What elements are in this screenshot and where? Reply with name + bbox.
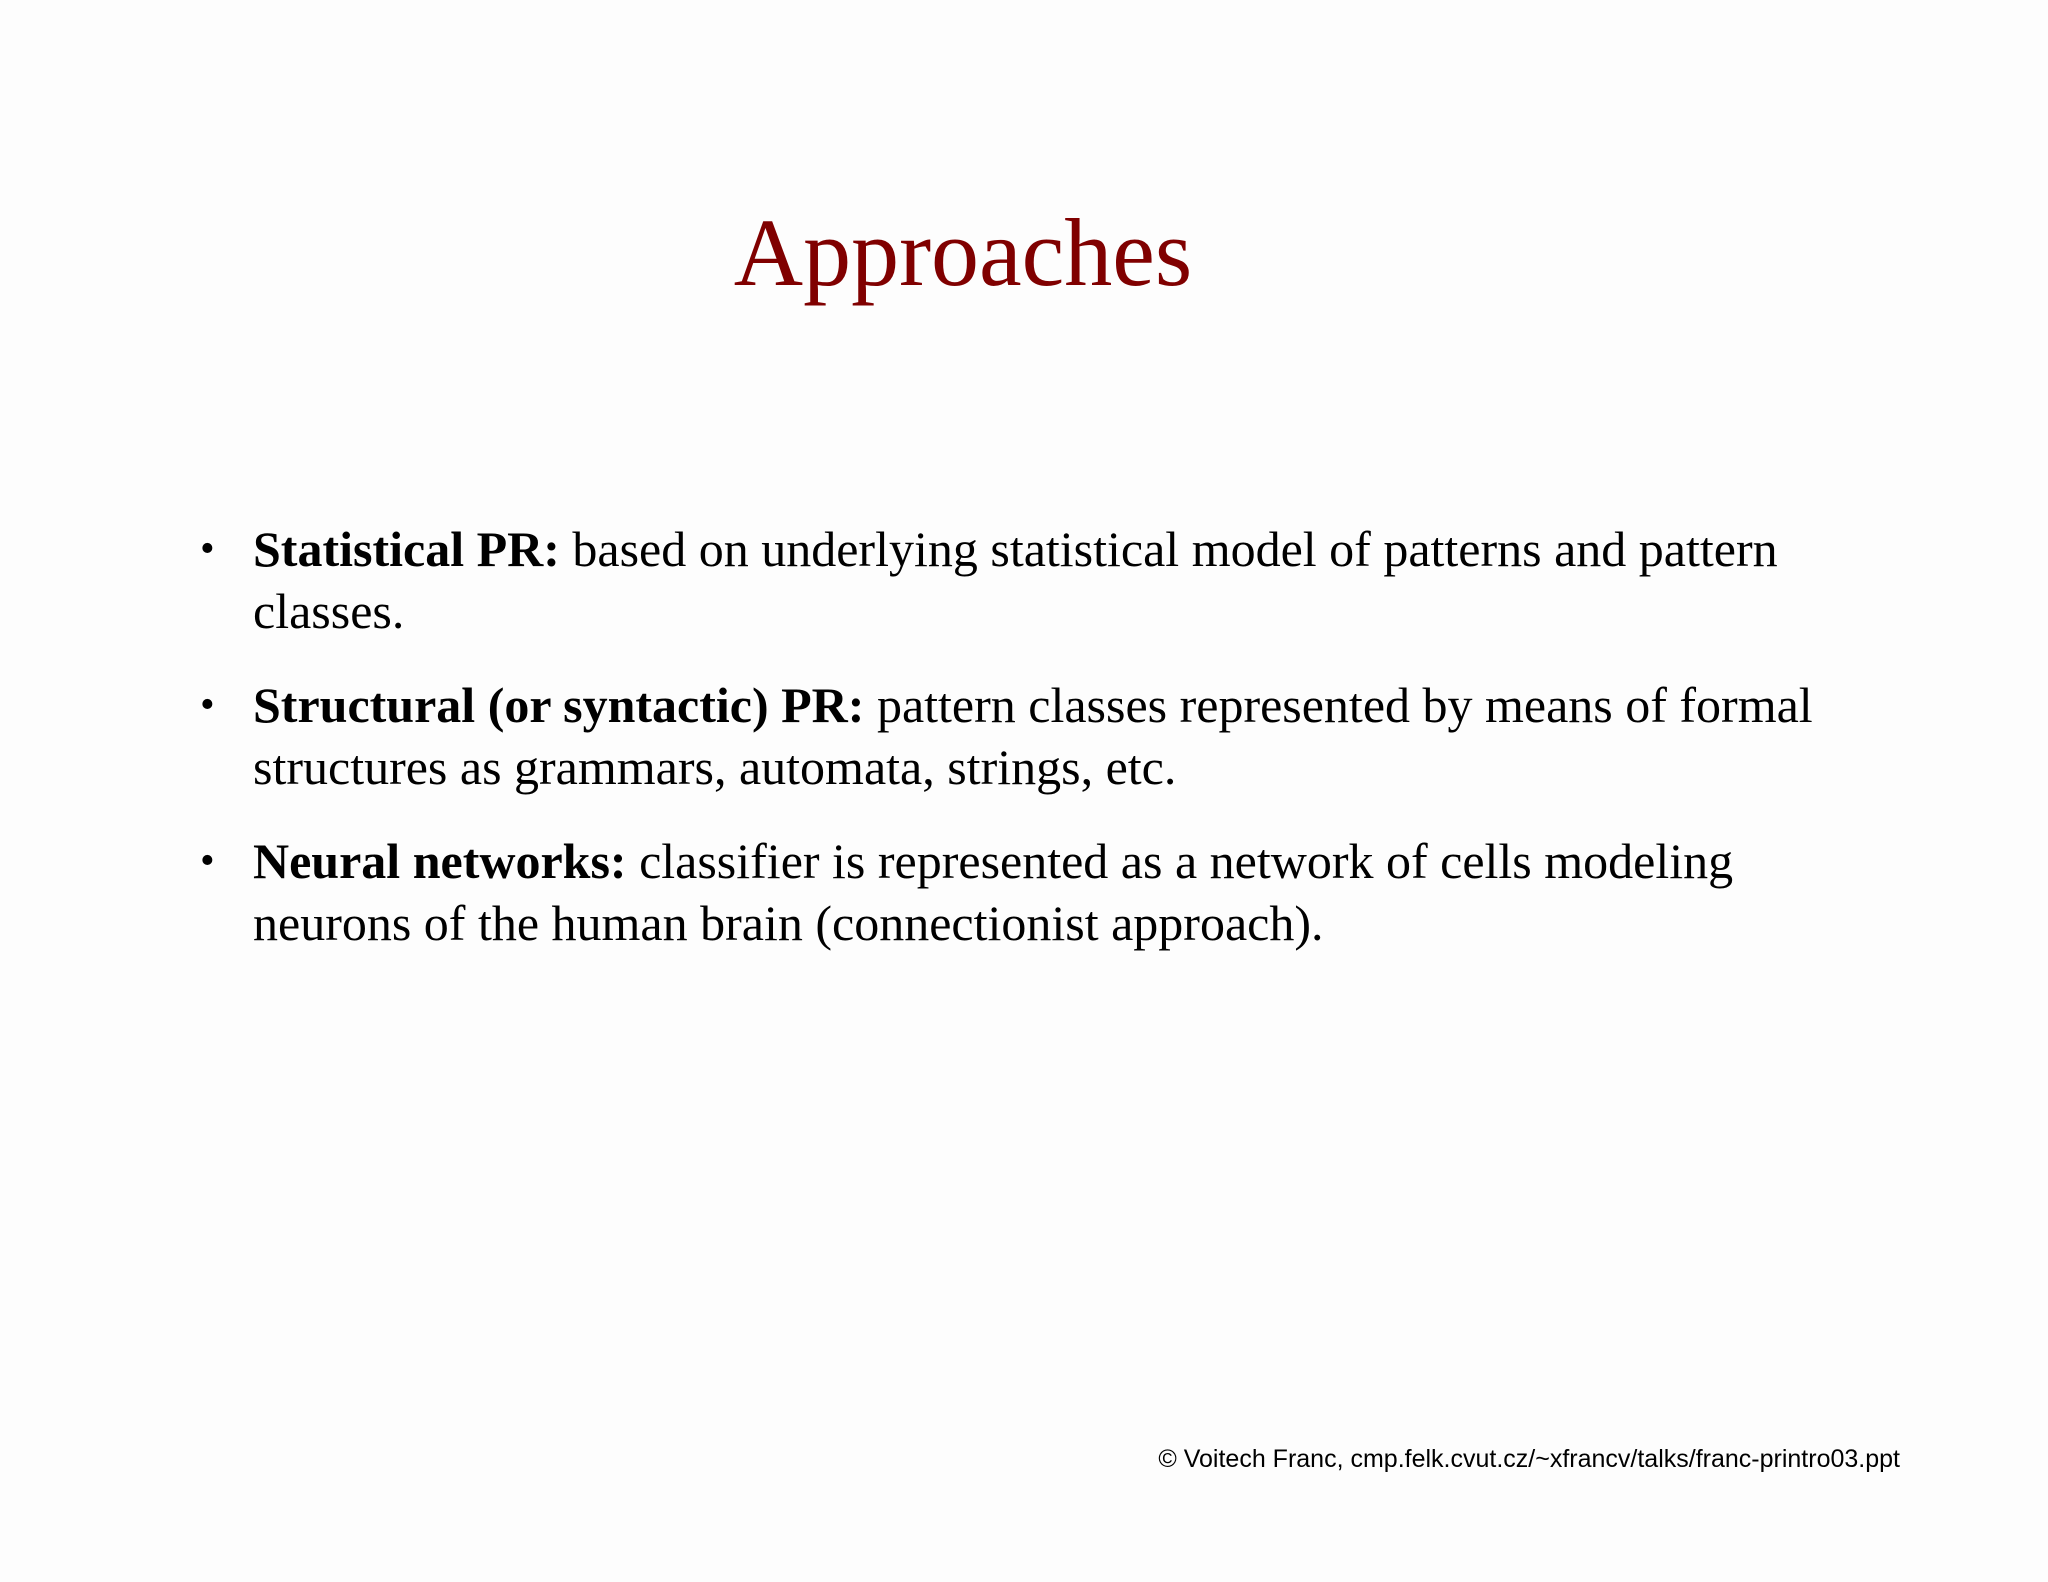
bullet-term: Statistical PR: [253, 521, 560, 577]
copyright-footer: © Voitech Franc, cmp.felk.cvut.cz/~xfrancv/talks/franc-printro03.ppt [1158, 1445, 1900, 1473]
bullet-marker: • [200, 526, 215, 572]
bullet-term: Structural (or syntactic) PR: [253, 677, 865, 733]
bullet-item-structural-pr [200, 674, 1900, 798]
bullet-marker: • [200, 838, 215, 884]
bullet-list [200, 518, 1900, 986]
bullet-text: based on underlying statistical model of patterns and pattern classes. [253, 521, 1778, 639]
bullet-term: Neural networks: [253, 833, 627, 889]
slide-title: Approaches [733, 199, 1193, 306]
bullet-marker: • [200, 682, 215, 728]
bullet-item-neural-networks [200, 830, 1900, 954]
bullet-text: classifier is represented as a network of cells modeling neurons of the human brain (connectionist approach). [253, 833, 1734, 951]
bullet-text: pattern classes represented by means of formal structures as grammars, automata, strings, etc. [253, 677, 1813, 795]
bullet-item-statistical-pr [200, 518, 1900, 642]
